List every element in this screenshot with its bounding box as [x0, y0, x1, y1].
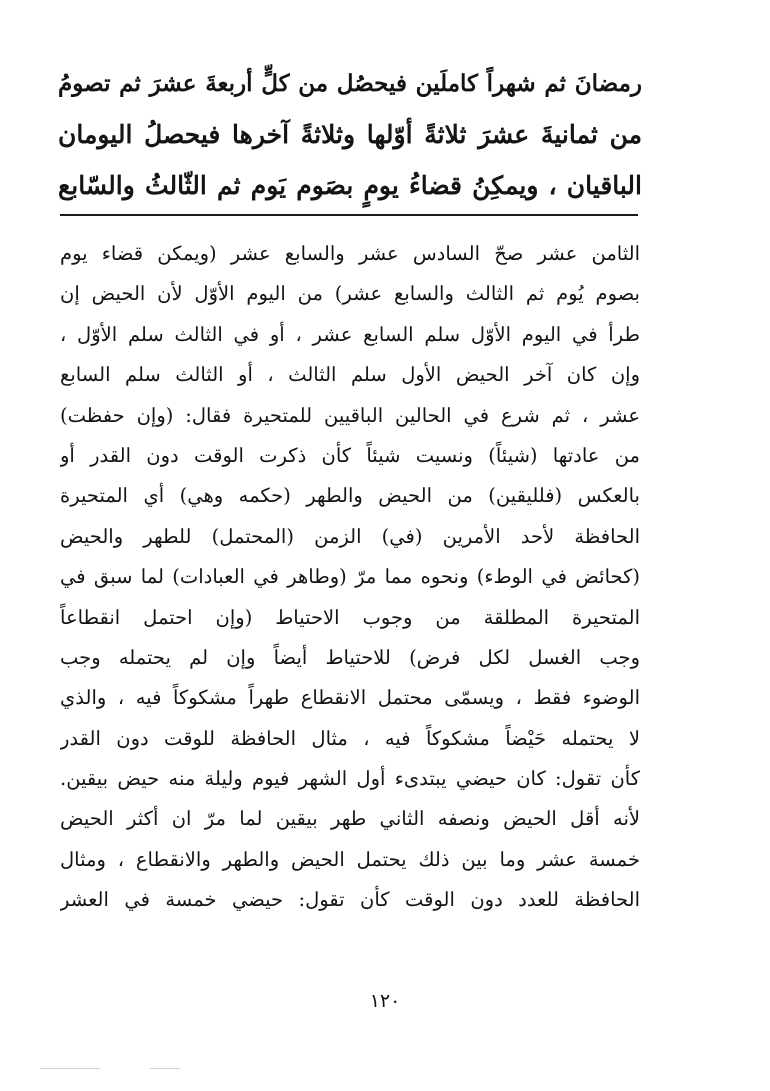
page-number: ١٢٠ [369, 990, 401, 1012]
commentary-line: وجب الغسل لكل فرض) للاحتياط أيضاً وإن لم يحتمله وجب [60, 645, 640, 669]
scan-edge-mark [150, 1068, 180, 1069]
commentary-line: وإن كان آخر الحيض الأول سلم الثالث ، أو الثالث سلم السابع [60, 363, 640, 387]
commentary-text-block [60, 234, 640, 921]
section-divider [60, 214, 638, 216]
main-text-line: رمضانَ ثم شهراً كاملَين فيحصُل من كلٍّ أربعةَ عشرَ ثم تصومُ [58, 70, 642, 97]
main-text-line: الباقيان ، ويمكِنُ قضاءُ يومٍ بصَوم يَوم ثم الثّالثُ والسّابع [58, 171, 642, 200]
commentary-line: لا يحتمله حَيْضاً مشكوكاً فيه ، مثال الحافظة للوقت دون القدر [60, 726, 640, 750]
commentary-line: كأن تقول: كان حيضي يبتدىء أول الشهر فيوم وليلة منه حيض بيقين. [60, 767, 640, 791]
commentary-line: الثامن عشر صحّ السادس عشر والسابع عشر (ويمكن قضاء يوم [60, 242, 640, 265]
commentary-line: خمسة عشر وما بين ذلك يحتمل الحيض والطهر والانقطاع ، ومثال [60, 847, 640, 871]
main-text-block [58, 58, 642, 211]
commentary-line: المتحيرة المطلقة من وجوب الاحتياط (وإن احتمل انقطاعاً [60, 605, 640, 629]
commentary-line: الوضوء فقط ، ويسمّى محتمل الانقطاع طهراً مشكوكاً فيه ، والذي [60, 686, 640, 710]
commentary-line: طرأ في اليوم الأوّل سلم السابع عشر ، أو في الثالث سلم الأوّل ، [60, 322, 640, 346]
commentary-line: الحافظة لأحد الأمرين (في) الزمن (المحتمل) للطهر والحيض [60, 524, 640, 548]
commentary-line: لأنه أقل الحيض ونصفه الثاني طهر بيقين لما مرّ ان أكثر الحيض [60, 807, 640, 831]
commentary-line: عشر ، ثم شرع في الحالين الباقيين للمتحيرة فقال: (وإن حفظت) [60, 403, 640, 427]
commentary-line: من عادتها (شيئاً) ونسيت شيئاً كأن ذكرت الوقت دون القدر أو [60, 443, 640, 467]
commentary-line: الحافظة للعدد دون الوقت كأن تقول: حيضي خمسة في العشر [60, 888, 640, 912]
commentary-line: بالعكس (فلليقين) من الحيض والطهر (حكمه وهي) أي المتحيرة [60, 484, 640, 508]
commentary-line: (كحائض في الوطء) ونحوه مما مرّ (وطاهر في العبادات) لما سبق في [60, 565, 640, 589]
scan-edge-mark [40, 1068, 100, 1069]
commentary-line: بصوم يُوم ثم الثالث والسابع عشر) من اليوم الأوّل لأن الحيض إن [60, 282, 640, 306]
main-text-line: من ثمانيةَ عشرَ ثلاثةً أوّلها وثلاثةً آخرها فيحصلُ اليومان [58, 120, 642, 149]
